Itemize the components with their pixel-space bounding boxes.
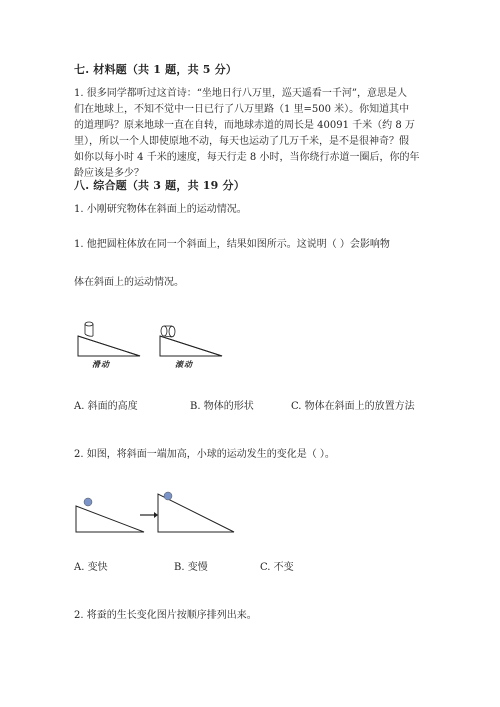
incline-sliding: [78, 322, 140, 356]
q2-option-b[interactable]: B. 变慢: [174, 562, 208, 573]
figure2-inclines: [74, 492, 244, 542]
section7-line-4: 里），所以一个人即使原地不动，每天也运动了几万千米，是不是很神奇？假: [74, 136, 409, 147]
question3-text: 2. 将蚕的生长变化图片按顺序排列出来。: [74, 610, 257, 621]
ball-icon: [164, 492, 172, 500]
section7-line-1: 1. 很多同学都听过这首诗：“坐地日行八万里，巡天遥看一千河”，意思是人: [74, 88, 407, 99]
section8-heading: 八. 综合题（共 3 题，共 19 分）: [74, 179, 245, 192]
q2-option-a[interactable]: A. 变快: [74, 562, 108, 573]
figure1-label-rolling: 滚动: [175, 359, 193, 369]
incline-low: [76, 498, 144, 532]
question1-text-line1: 1. 他把圆柱体放在同一个斜面上，结果如图所示。这说明（ ）会影响物: [74, 239, 390, 250]
q1-option-b[interactable]: B. 物体的形状: [190, 401, 254, 412]
cylinder-upright-icon: [85, 322, 93, 336]
question1-text-line2: 体在斜面上的运动情况。: [74, 277, 184, 288]
figure1-label-sliding: 滑动: [92, 359, 110, 369]
section7-line-3: 的道理吗？原来地球一直在自转，而地球赤道的周长是 40091 千米（约 8 万: [74, 120, 415, 131]
incline-high: [158, 492, 234, 532]
ball-icon: [84, 498, 92, 506]
incline-rolling: [160, 326, 222, 356]
question2-text: 2. 如图，将斜面一端加高，小球的运动发生的变化是（ ）。: [74, 449, 335, 460]
q1-option-a[interactable]: A. 斜面的高度: [74, 401, 138, 412]
section7-heading: 七. 材料题（共 1 题，共 5 分）: [74, 63, 238, 76]
q1-option-c[interactable]: C. 物体在斜面上的放置方法: [291, 401, 415, 412]
section7-line-6: 龄应该是多少？: [74, 168, 144, 179]
question-intro: 1. 小刚研究物体在斜面上的运动情况。: [74, 204, 247, 215]
cylinder-lying-icon: [161, 326, 175, 337]
section7-line-5: 如你以每小时 4 千米的速度，每天行走 8 小时，当你绕行赤道一圈后，你的年: [74, 152, 420, 163]
q2-option-c[interactable]: C. 不变: [260, 562, 294, 573]
section7-line-2: 们在地球上，不知不觉中一日已行了八万里路（1 里=500 米）。你知道其中: [74, 104, 410, 115]
arrow-right-icon: [140, 512, 158, 518]
